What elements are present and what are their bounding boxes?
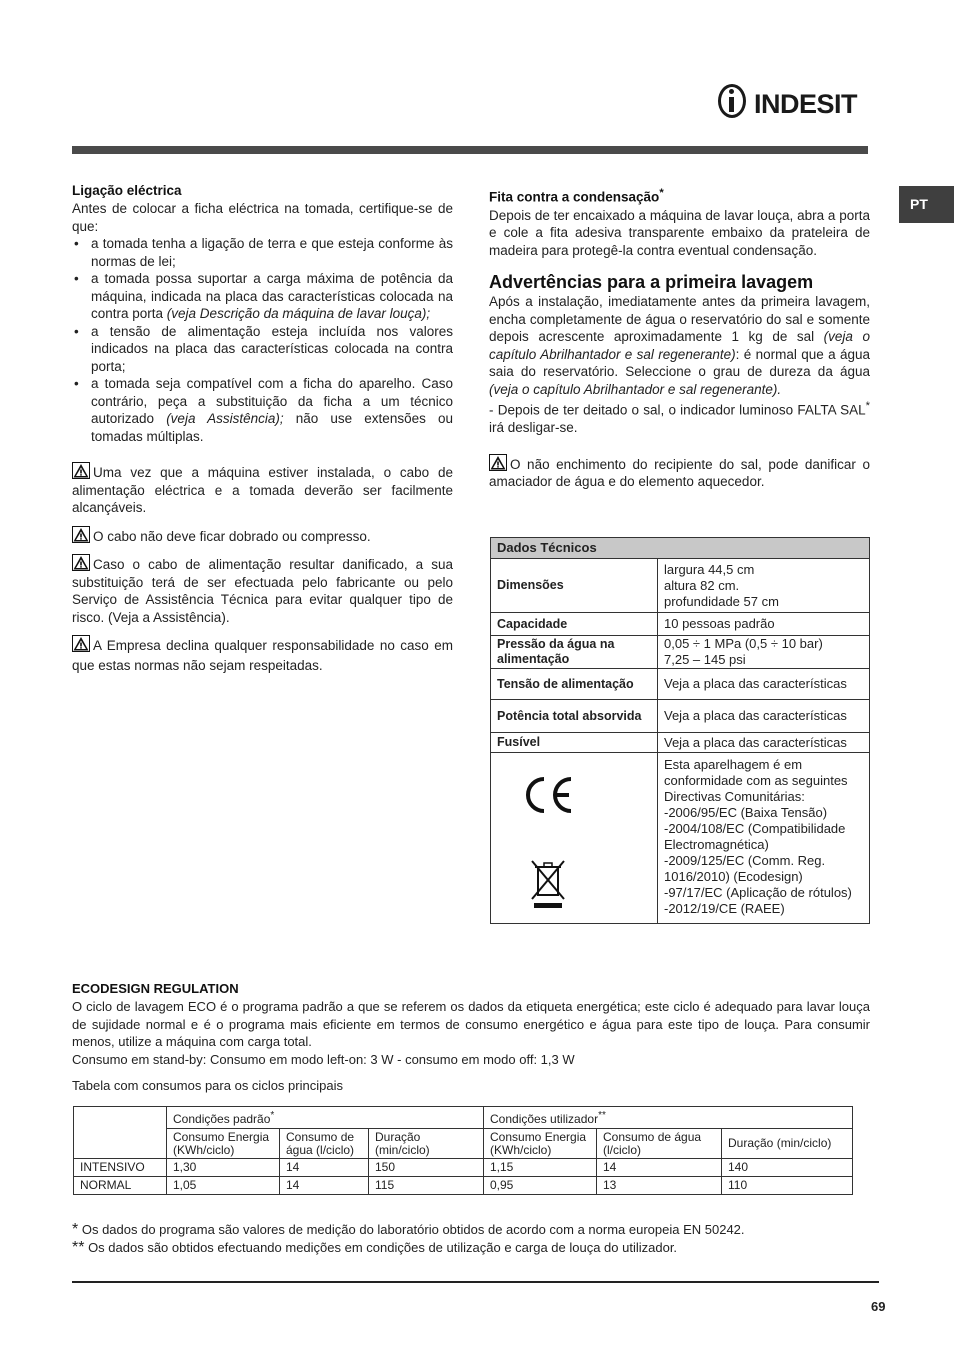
table-row: Potência total absorvida Veja a placa das características (491, 700, 870, 733)
table-row: Fusível Veja a placa das características (491, 733, 870, 753)
header-rule (72, 146, 868, 154)
symbols-cell (491, 753, 658, 924)
footnotes (72, 1221, 872, 1257)
table-row (491, 753, 870, 924)
asterisk-mark: * (865, 400, 870, 412)
column-header-row: Consumo Energia (KWh/ciclo) Consumo de água (l/ciclo) Duração (min/ciclo) Consumo Energia (KWh/ciclo) Consumo de água (l/ciclo) Duração (min/ciclo) (74, 1129, 853, 1159)
warning-note: A Empresa declina qualquer responsabilidade no caso em que estas normas não sejam respeitadas. (72, 635, 453, 676)
warning-icon (72, 462, 90, 479)
footnote: * Os dados do programa são valores de medição do laboratório obtidos de acordo com a norma europeia EN 50242. (72, 1221, 745, 1238)
table-row: Tensão de alimentação Veja a placa das características (491, 669, 870, 700)
bullet: • (74, 271, 79, 286)
standby-consumption: Consumo em stand-by: Consumo em modo left-on: 3 W - consumo em modo off: 1,3 W (72, 1051, 575, 1067)
table-row: INTENSIVO 1,30 14 150 1,15 14 140 (74, 1159, 853, 1177)
bullet: • (74, 323, 79, 339)
page-number: 69 (871, 1299, 886, 1314)
directives-cell: Esta aparelhagem é em conformidade com as seguintes Directivas Comunitárias: -2006/95/EC (Baixa Tensão) -2004/108/EC (Compatibilidade Electromagnética) -2009/125/EC (Comm. Reg. 1016/2010) (Ecodesign) -97/17/EC (Aplicação de rótulos) -2012/19/CE (RAEE) (658, 753, 870, 924)
ce-mark-icon (523, 775, 575, 815)
table-header-row (491, 538, 870, 559)
section-heading: Advertências para a primeira lavagem (489, 272, 814, 292)
warning-note: Caso o cabo de alimentação resultar danificado, a sua substituição terá de ser efectuada pelo fabricante ou pelo Serviço de Assistência Técnica para evitar qualquer tipo de risco. (Veja a Assistência). (72, 554, 453, 626)
weee-bin-icon (530, 859, 566, 911)
list-item: • a tomada tenha a ligação de terra e que esteja conforme às normas de lei; (74, 236, 453, 269)
ecodesign-section (72, 980, 870, 1095)
electrical-connection-section (72, 182, 453, 676)
logo-i-icon (729, 89, 734, 113)
section-title: Fita contra a condensação* (489, 187, 664, 205)
section-title: ECODESIGN REGULATION (72, 981, 239, 996)
checklist (72, 235, 453, 445)
table-row: Pressão da água na alimentação 0,05 ÷ 1 MPa (0,5 ÷ 10 bar) 7,25 – 145 psi (491, 636, 870, 669)
bullet: • (74, 376, 79, 391)
asterisk-mark: * (659, 187, 664, 199)
footnote: ** Os dados são obtidos efectuando medições em condições de utilização e carga de louça do utilizador. (72, 1239, 678, 1256)
warning-icon (72, 554, 90, 571)
brand-logo (718, 84, 870, 124)
list-item: • a tomada seja compatível com a ficha do aparelho. Caso contrário, peça a substituição da ficha a um técnico autorizado (veja Assistência); não use extensões ou tomadas múltiplas. (74, 376, 453, 444)
table-row: NORMAL 1,05 14 115 0,95 13 110 (74, 1177, 853, 1195)
paragraph: Depois de ter encaixado a máquina de lavar louça, abra a porta e cole a fita adesiva transparente embaixo da prateleira de madeira para protegê-la contra eventual condensação. (489, 207, 870, 258)
paragraph: - Depois de ter deitado o sal, o indicador luminoso FALTA SAL* irá desligar-se. (489, 400, 870, 435)
group-user: Condições utilizador** (484, 1107, 853, 1129)
table-header: Dados Técnicos (491, 538, 870, 559)
warning-note: O cabo não deve ficar dobrado ou compresso. (72, 526, 453, 546)
right-column (489, 184, 870, 491)
bullet: • (74, 236, 79, 251)
warning-icon (72, 526, 90, 543)
consumption-table (73, 1106, 853, 1195)
warning-icon (489, 454, 507, 471)
warning-note: O não enchimento do recipiente do sal, pode danificar o amaciador de água e do elemento aquecedor. (489, 454, 870, 491)
list-item: • a tensão de alimentação esteja incluída nos valores indicados na placa das características colocada na contra porta; (74, 323, 453, 374)
brand-name: INDESIT (754, 89, 858, 119)
paragraph: Após a instalação, imediatamente antes da primeira lavagem, encha completamente de água o reservatório do sal e somente depois acrescente aproximadamente 1 kg de sal (veja o capítulo Abrilhantador e sal regenerante): é normal que a água saia do reservatório. Seleccione o grau de dureza da água (veja o capítulo Abrilhantador e sal regenerante). (489, 294, 871, 397)
list-item: • a tomada possa suportar a carga máxima de potência da máquina, indicada na placa das características colocada na contra porta (veja Descrição da máquina de lavar louça); (74, 271, 453, 321)
section-title: Ligação eléctrica (72, 183, 182, 198)
group-header-row (74, 1107, 853, 1129)
technical-data-table (490, 537, 870, 924)
paragraph: O ciclo de lavagem ECO é o programa padrão a que se referem os dados da etiqueta energética; este ciclo é adequado para lavar louça de sujidade normal e é o programa mais eficiente em termos de consumo energético e água para este tipo de louça. Para consumir menos, utilize a máquina com carga total. (72, 999, 870, 1049)
warning-note: Uma vez que a máquina estiver instalada, o cabo de alimentação eléctrica e a tomada deverão ser facilmente alcançáveis. (72, 462, 453, 517)
group-standard: Condições padrão* (167, 1107, 484, 1129)
warning-icon (72, 635, 90, 652)
table-caption: Tabela com consumos para os ciclos principais (72, 1078, 343, 1093)
language-tab: PT (899, 186, 954, 223)
footer-rule (72, 1281, 879, 1283)
table-row: Dimensões largura 44,5 cm altura 82 cm. profundidade 57 cm (491, 559, 870, 613)
table-row: Capacidade 10 pessoas padrão (491, 613, 870, 636)
intro-text: Antes de colocar a ficha eléctrica na tomada, certifique-se de que: (72, 201, 453, 234)
